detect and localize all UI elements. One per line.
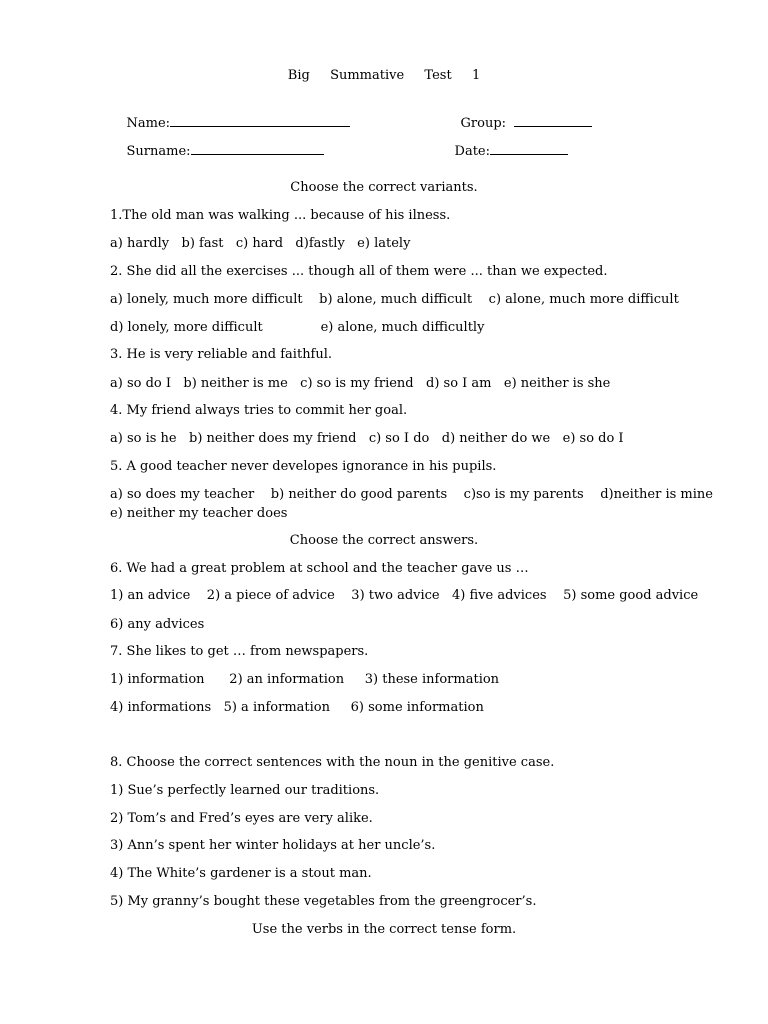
- question-text: 4. My friend always tries to commit her goal.: [110, 403, 408, 418]
- answer-options: a) lonely, much more difficult b) alone, much difficult c) alone, much more difficult: [110, 292, 679, 307]
- page-title: Big Summative Test 1: [287, 68, 481, 83]
- list-item: 1) Sue’s perfectly learned our traditions.: [110, 783, 380, 798]
- surname-blank: [191, 142, 324, 155]
- surname-field: [110, 126, 324, 176]
- list-item: 5) My granny’s bought these vegetables from the greengrocer’s.: [110, 894, 537, 909]
- section-heading: Choose the correct answers.: [289, 533, 479, 548]
- date-field: [438, 126, 568, 176]
- section-heading: Use the verbs in the correct tense form.: [251, 922, 517, 937]
- question-text: 8. Choose the correct sentences with the noun in the genitive case.: [110, 755, 555, 770]
- question-text: 7. She likes to get … from newspapers.: [110, 644, 369, 659]
- answer-options: a) so do I b) neither is me c) so is my friend d) so I am e) neither is she: [110, 376, 611, 391]
- answer-options: e) neither my teacher does: [110, 506, 288, 521]
- name-label: Name:: [126, 116, 171, 131]
- surname-label: Surname:: [126, 144, 191, 159]
- list-item: 4) The White’s gardener is a stout man.: [110, 866, 372, 881]
- answer-options: d) lonely, more difficult e) alone, much difficultly: [110, 320, 485, 335]
- answer-options: a) so is he b) neither does my friend c) so I do d) neither do we e) so do I: [110, 431, 624, 446]
- section-heading: Choose the correct variants.: [290, 180, 478, 195]
- list-item: 3) Ann’s spent her winter holidays at her uncle’s.: [110, 838, 436, 853]
- date-label: Date:: [454, 144, 491, 159]
- answer-options: 6) any advices: [110, 617, 205, 632]
- group-label: Group:: [460, 116, 507, 131]
- question-text: 3. He is very reliable and faithful.: [110, 347, 333, 362]
- question-text: 5. A good teacher never developes ignorance in his pupils.: [110, 459, 497, 474]
- answer-options: 1) an advice 2) a piece of advice 3) two advice 4) five advices 5) some good advice: [110, 588, 699, 603]
- answer-options: a) hardly b) fast c) hard d)fastly e) lately: [110, 236, 411, 251]
- list-item: 2) Tom’s and Fred’s eyes are very alike.: [110, 811, 373, 826]
- answer-options: 4) informations 5) a information 6) some information: [110, 700, 484, 715]
- answer-options: a) so does my teacher b) neither do good parents c)so is my parents d)neither is mine: [110, 487, 713, 502]
- question-text: 2. She did all the exercises ... though all of them were ... than we expected.: [110, 264, 608, 279]
- answer-options: 1) information 2) an information 3) these information: [110, 672, 500, 687]
- question-text: 1.The old man was walking ... because of his ilness.: [110, 208, 451, 223]
- question-text: 6. We had a great problem at school and the teacher gave us …: [110, 561, 529, 576]
- date-blank: [490, 142, 568, 155]
